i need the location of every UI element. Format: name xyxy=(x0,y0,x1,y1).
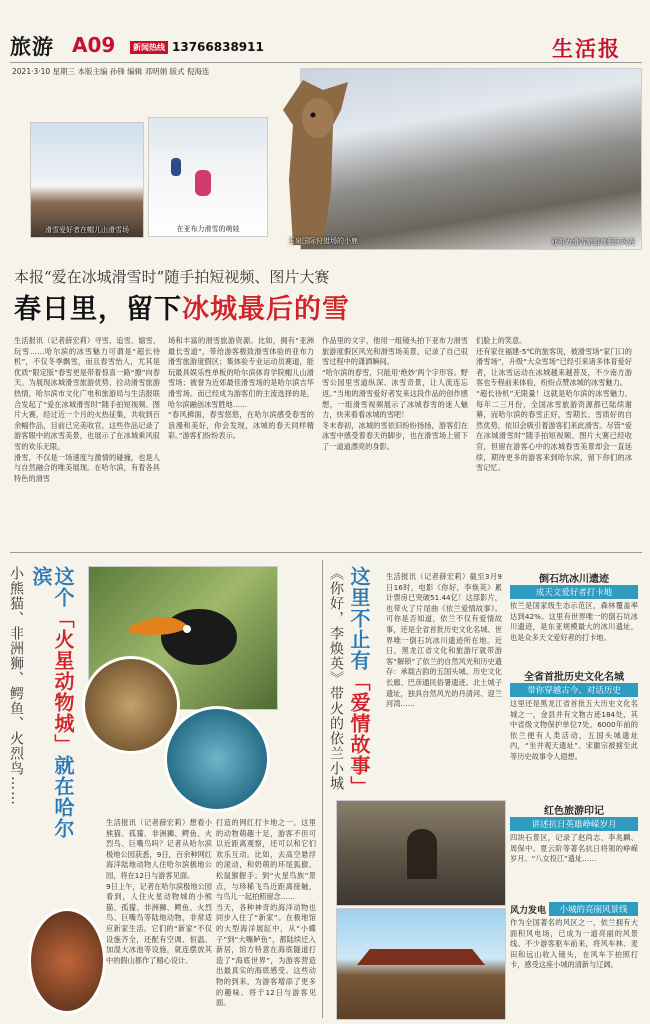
love-title xyxy=(348,566,370,806)
lead-column-4: 们脸上的笑意。 还有家住福建-5℃的旅客说，被滑雪场“家门口的滑雪场”，升级“大众雪场”已经引来诸多体育爱好者，让冰雪运动在冰城越来越普及，不少南方游客也专程前来体验，纷纷点赞冰城的冰雪魅力。 “超长待机”无限量！这就是哈尔滨的冰雪魅力。每年二三月份，全国冰雪旅游资源都已陆续谢幕，而哈尔滨的春雪正好，雪期长、雪质好的自然优势，依旧会吸引着游客们来此滑雪。尽管“爱在冰城滑雪时”随手拍短视频、图片大赛已经收官，但留在游客心中的冰城春雪美景却会一直延续，期待更多的游客来到哈尔滨，留下你们的冰雪记忆。 xyxy=(476,336,632,473)
section-glacier xyxy=(510,570,638,657)
section-name: 旅游 xyxy=(10,34,54,59)
header-rule xyxy=(10,62,642,63)
section-text: 这里还是黑龙江省首批五大历史文化名城之一，金县并有文物古迹184处，其中省级文物保护单位7处。6000年前的依兰便有人类活动，五国头城遗址内，“坐井观天遗址”、宋徽宗被掳至此等历史故事令人遐想。 xyxy=(510,699,638,761)
zoo-text-1: 生活报讯（记者薛宏莉）想看小熊猫、孤獴、非洲狮、鳄鱼、火烈鸟、巨嘴鸟吗？记者从哈尔滨极地公园获悉，9日，百余种网红海洋陆地动物人住哈尔滨极地公园，将在12日与游客见面。 9日上午，记者在哈尔滨极地公园看到，人住火星动物城的小熊猫、孤獴、非洲狮、鳄鱼、火烈鸟、巨嘴鸟等陆地动物，非常适应新家生活。它们的“新家”不仅设施齐全，还配有空调、恒温、加湿大冰池等设施，就连摆放其中的假山都作了精心设计。 xyxy=(106,818,212,965)
lead-column-2: 场和丰富的滑雪旅游资源。比如，拥有“亚洲最长雪道”，带给游客极致滑雪体验的亚布力滑雪旅游度假区；集体验专业运动员赛道，能玩最具娱乐性单板的哈尔滨体育学院帽儿山滑雪场；被誉为近郊最佳滑雪场的是哈尔滨吉华滑雪场。而已经成为游客们的主流选择的是，哈尔滨融创冰雪胜地…… “春风拂面，春雪悠悠，在哈尔滨感受春雪的浪漫和美好，你会发现，冰城的春天同样精彩。”游客们纷纷表示。 xyxy=(168,336,314,441)
lead-title-red: 冰城最后的雪 xyxy=(182,294,350,325)
photo-kids-skiing xyxy=(148,117,268,237)
photo-meerkat xyxy=(82,656,180,754)
photo-caption: 滑雪爱好者在帽儿山滑雪场 xyxy=(45,226,129,234)
section-bar: 成天文爱好者打卡地 xyxy=(510,585,638,599)
section-bar: 带你穿越古今、对话历史 xyxy=(510,683,638,697)
column-divider xyxy=(322,560,323,1018)
zoo-subtitle: 小熊猫、非洲狮、鳄鱼、火烈鸟…… xyxy=(8,566,24,806)
lead-column-1: 生活报讯（记者薛宏莉）寻雪、追雪、嬉雪、玩雪……哈尔滨的冰雪魅力可谓是“超长待机”，不仅冬季飘雪，而且春雪怡人，尤其是优质“限定版”春雪更是带着惊喜一路“撩”向春天。为展现冰城滑雪旅游优势，拉动滑雪旅游热情，哈尔滨市文化广电和旅游局与生活报联合发起了“爱在冰城滑雪时”随手拍短视频、图片大赛，经过近一个月的火热征集，共收到百余幅作品，目前已完美收官，这些作品记录了游客眼中的冰雪美景，也展示了在冰城乘风驭雪的欢乐无限。 滑雪，不仅是一场速度与激情的碰撞，也是人与自然融合的唯美展现。在哈尔滨，有着各具特色的滑雪 xyxy=(14,336,160,483)
section-history xyxy=(510,668,638,811)
love-intro: 生活报讯（记者薛宏莉）截至3月9日16时，电影《你好，李焕英》累计票房已突破51.44亿！这部影片，也带火了片尾曲《依兰爱情故事》。可你是否知道，依兰不仅有爱情故事，还是全省首批历史文化名城、世界唯一倒石坑冰川遗迹所在地。近日，黑龙江省文化和旅游厅就带游客“解锁”了依兰的自然风光和历史遗存：承载古韵的五国头城、历史文化长廊、巴彦通民俗暑遗迹、北土城子遗址，独具自然风光的丹清河、迎兰河湾…… xyxy=(386,572,502,709)
page-number: A09 xyxy=(72,33,116,57)
zoo-title-c: 就在哈尔滨 xyxy=(29,566,75,839)
zoo-title xyxy=(30,566,74,846)
section-bar: 小城的亮丽风景线 xyxy=(549,902,638,916)
photo-deer xyxy=(263,70,383,250)
hotline-number: 13766838911 xyxy=(172,40,264,54)
love-title-a: 这里不止有 xyxy=(347,566,371,671)
roof-shape xyxy=(357,949,485,965)
lead-title-black: 春日里，留下 xyxy=(14,294,182,325)
section-divider xyxy=(10,552,642,553)
zoo-title-b: 「火星动物城」 xyxy=(51,608,75,755)
photo-ancient-building xyxy=(336,908,506,1020)
skier-figure xyxy=(171,158,181,176)
zoo-title-a: 这个 xyxy=(51,566,75,608)
section-text: 依兰是国家级生态示范区，森林覆盖率达到42%。这里有世界唯一的倒石坑冰川遗迹，是东亚规模最大的冰川遗址，也是众多天文爱好者的打卡地。 xyxy=(510,601,638,642)
photo-stone-gate xyxy=(336,800,506,906)
section-title: 倒石坑冰川遗迹 xyxy=(539,574,609,585)
photo-red-panda xyxy=(28,908,106,1014)
lead-subtitle: 本报“爱在冰城滑雪时”随手拍短视频、图片大赛 xyxy=(14,268,330,286)
love-subtitle: 《你好，李焕英》带火的依兰小城 xyxy=(328,566,344,791)
section-red-tourism xyxy=(510,802,638,899)
hotline-label: 新闻热线 xyxy=(130,41,168,54)
section-text: 四块石景区，记录了赵尚志、李兆麟、周保中、夏云阶等著名抗日将领的峥嵘岁月。“八女投江”遗址…… xyxy=(510,833,638,864)
section-title: 红色旅游印记 xyxy=(544,806,604,817)
photo-caption: 玉泉国际狩猎场的小鹿 xyxy=(288,237,358,245)
section-bar: 讲述抗日英雄峥嵘岁月 xyxy=(510,817,638,831)
section-title: 风力发电 xyxy=(510,905,547,916)
skier-figure xyxy=(195,170,211,196)
section-text: 作为全国著名的风区之一，依兰拥有大面积风电场，已成为一道亮丽的风景线。不少游客驱车前来，将风车林、麦田和远山收入镜头，在风车下拍照打卡，感受这座小城的清新与辽阔。 xyxy=(510,918,638,970)
lead-column-3: 作品里的文字，他用一组镜头拍下亚布力滑雪旅游度假区风光和滑雪场美景，记录了自己驭雪过程中的潇洒瞬间。 “哈尔滨的春雪，只能用‘绝妙’两个字形容。野雪公园里雪道纵深、冰雪奇景，让人流连忘返。”当地的滑雪爱好者发来这段作品的创作感想，一组滑雪视频展示了冰城春雪的迷人魅力，快来看看冰城的雪吧！ 冬末春初，冰城的雪依旧纷纷扬扬，游客们在冰雪中感受着春天的脚步，也在滑雪场上留下了一道道漂亮的身影。 xyxy=(322,336,468,451)
lead-title xyxy=(14,287,350,326)
issue-meta: 2021·3·10 星期三 本版主编 孙锋 编辑 邓明娟 版式 倪海连 xyxy=(12,67,210,76)
love-title-b: 「爱情故事」 xyxy=(347,671,371,797)
section-heading-row xyxy=(510,902,638,916)
photo-caption: 在亚布力滑雪的萌娃 xyxy=(176,225,240,233)
newspaper-logo: 生活报 xyxy=(552,36,621,61)
gate-opening xyxy=(407,829,437,879)
photo-ski-resort-crowd xyxy=(30,122,144,238)
section-wind-power xyxy=(510,902,638,1018)
zoo-text-2: 打造的网红打卡地之一。这里的动物萌趣十足，游客不但可以近距离观察，还可以和它们欢乐互动。比如，去高空悬浮的滚动，和奶萌的环尾狐猴、松鼠猴握手；到“火星鸟族”景点，与珍稀飞鸟近距离接触，与鸟儿一起拍照留念…… 当天，各种神奇的海洋动物也同步入住了“新家”。在极地馆的大型海洋展缸中，从“小蝶子”到“大嘴鲈鱼”，都陆续迁入新居，馆方特意在海底隧道打造了“海底世界”，为游客营造出最真实的海底感受。这些动物的到来，为游客增添了更多的趣味。将于12日与游客见面。 xyxy=(216,818,316,1008)
photo-fish xyxy=(164,706,270,812)
section-title: 全省首批历史文化名城 xyxy=(524,672,624,683)
photo-caption: 亚布力滑雪旅游度假区风光 xyxy=(551,238,635,246)
